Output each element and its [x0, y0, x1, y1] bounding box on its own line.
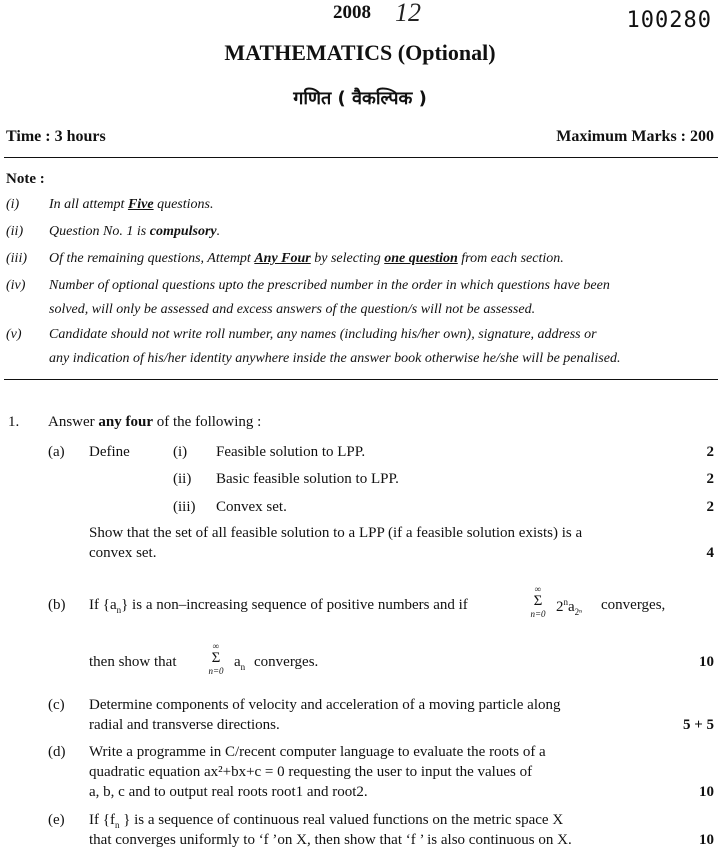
marks: 2 [706, 444, 714, 460]
marks: 10 [699, 784, 714, 800]
subpart-number: (i) [173, 444, 188, 460]
subpart-text: Convex set. [216, 499, 287, 515]
part-d-line: a, b, c and to output real roots root1 and root2. [89, 784, 368, 800]
paper-title-hindi: गणित ( वैकल्पिक ) [293, 88, 427, 109]
question-number: 1. [8, 414, 20, 430]
exam-year: 2008 [333, 2, 371, 23]
part-a-show-line: convex set. [89, 545, 157, 561]
note-item [6, 323, 718, 371]
marks: 5 + 5 [682, 717, 714, 733]
note-item-number: (v) [6, 327, 22, 342]
note-item-number: (i) [6, 197, 20, 212]
part-b-line2: then show that [89, 654, 177, 670]
note-item-text: any indication of his/her identity anywhere inside the answer book otherwise he/she will be penalised. [49, 351, 621, 366]
part-b-line1: If $\{a_n\}$ is a non–increasing sequence of positive numbers and if [89, 597, 468, 615]
note-item-text: Of the remaining questions, Attempt Any Four by selecting one question from each section. [49, 251, 564, 266]
note-item-number: (iv) [6, 278, 26, 293]
summation-symbol: ∞ Σ n=0 [530, 584, 546, 619]
question-intro: Answer any four of the following : [48, 414, 262, 430]
summation-symbol: ∞ Σ n=0 [208, 641, 224, 676]
part-e-label: (e) [48, 812, 65, 828]
part-c-line: Determine components of velocity and acceleration of a moving particle along [89, 697, 561, 713]
part-b-line1-end: converges, [601, 597, 666, 613]
maximum-marks: Maximum Marks : 200 [556, 128, 714, 145]
part-a-show-line: Show that the set of all feasible solution to a LPP (if a feasible solution exists) is a [89, 525, 583, 541]
subpart-text: Feasible solution to LPP. [216, 444, 366, 460]
paper-title: MATHEMATICS (Optional) [224, 40, 496, 65]
part-d-label: (d) [48, 744, 66, 760]
paper-code: 100280 [626, 8, 712, 33]
part-e-line: that converges uniformly to ‘f ’on X, then show that ‘f ’ is also continuous on X. [89, 832, 572, 848]
note-item-text: Question No. 1 is compulsory. [49, 224, 221, 239]
note-item-text: Number of optional questions upto the prescribed number in the order in which questions have been [49, 278, 610, 293]
marks: 10 [699, 654, 714, 670]
note-item-text: Candidate should not write roll number, any names (including his/her own), signature, address or [49, 327, 597, 342]
note-item [6, 274, 718, 322]
marks: 2 [706, 471, 714, 487]
time-allowed: Time : 3 hours [6, 128, 106, 145]
note-item-text: In all attempt Five questions. [49, 197, 214, 212]
note-heading: Note : [6, 171, 45, 187]
note-item-text: solved, will only be assessed and excess answers of the question/s will not be assessed. [49, 302, 536, 317]
part-a-define: Define [89, 444, 130, 460]
part-c-label: (c) [48, 697, 65, 713]
part-d-line: quadratic equation ax²+bx+c = 0 requesting the user to input the values of [89, 764, 533, 780]
subpart-text: Basic feasible solution to LPP. [216, 471, 399, 487]
series-term: $a_n$ [234, 654, 246, 672]
marks: 10 [699, 832, 714, 848]
part-d-line: Write a programme in C/recent computer language to evaluate the roots of a [89, 744, 546, 760]
header-divider [4, 157, 718, 158]
marks: 4 [706, 545, 714, 561]
part-a-label: (a) [48, 444, 65, 460]
part-b-label: (b) [48, 597, 66, 613]
part-b-line2-end: converges. [254, 654, 319, 670]
note-item-number: (iii) [6, 251, 27, 266]
note-item-number: (ii) [6, 224, 24, 239]
series-term: $2^na_{2^n}$ [556, 597, 583, 617]
note-divider [4, 379, 718, 380]
handwritten-mark: 12 [395, 0, 421, 27]
part-e-line: If {$f_n$ } is a sequence of continuous real valued functions on the metric space X [89, 812, 564, 830]
part-c-line: radial and transverse directions. [89, 717, 280, 733]
subpart-number: (ii) [173, 471, 192, 487]
subpart-number: (iii) [173, 499, 196, 515]
marks: 2 [706, 499, 714, 515]
